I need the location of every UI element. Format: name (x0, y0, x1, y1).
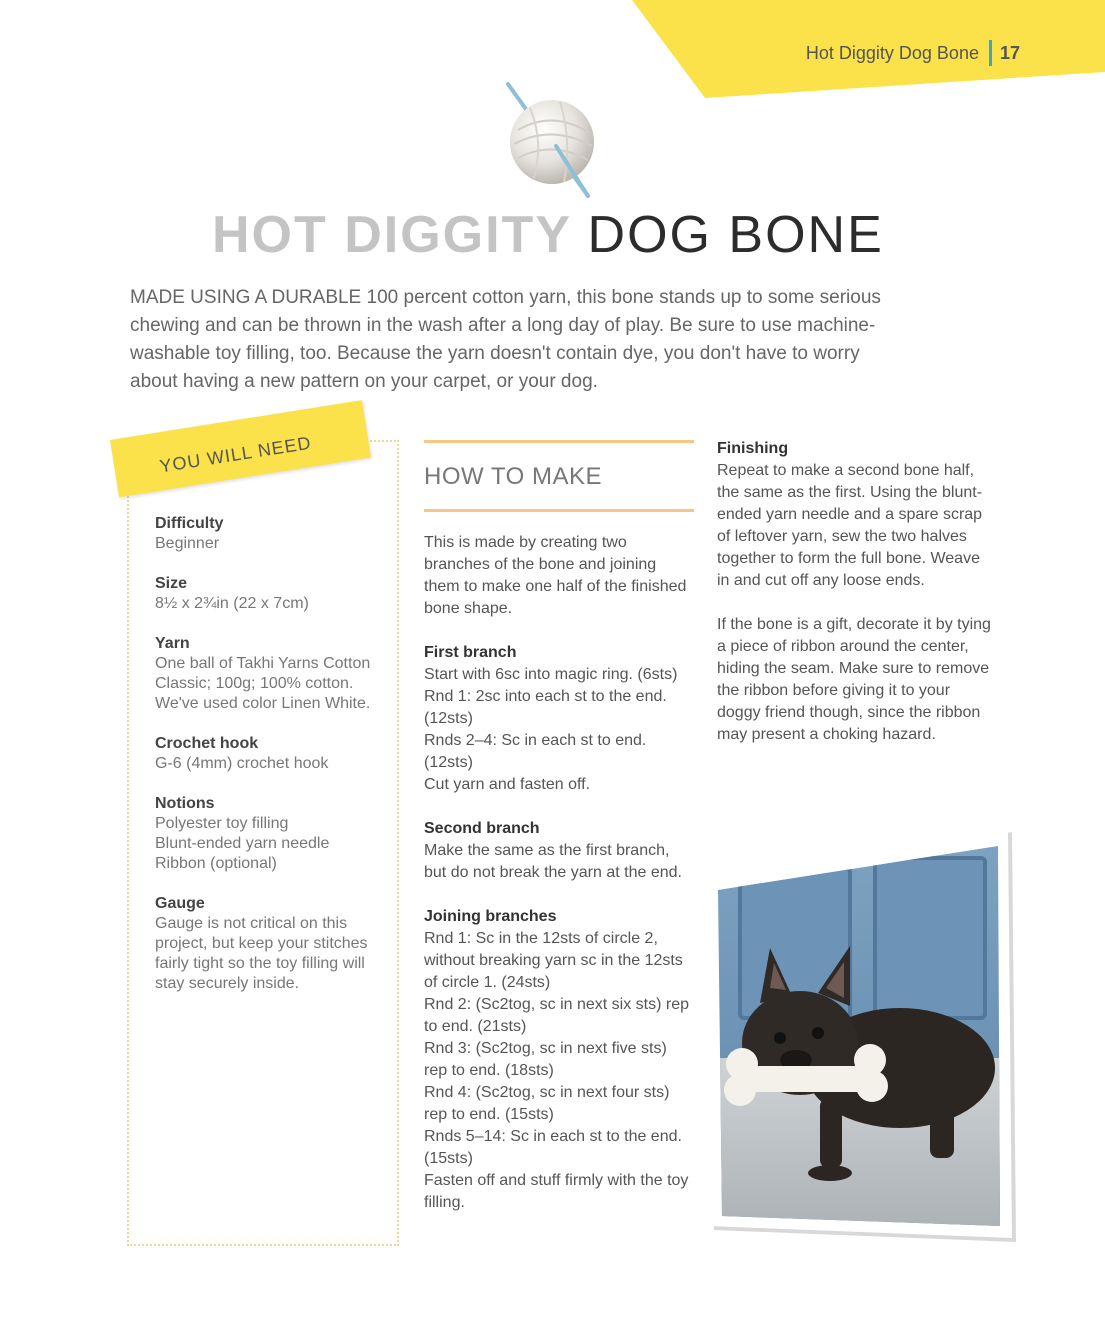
how-to-make-column (424, 440, 694, 1214)
first-branch-step: Rnds 2–4: Sc in each st to end. (12sts) (424, 732, 647, 771)
finishing-paragraph: Repeat to make a second bone half, the same as the first. Using the blunt-ended yarn needle and a spare scrap of leftover yarn, sew the two halves together to form the full bone. Weave in and cut off any loose ends. (717, 462, 983, 589)
materials-value: Beginner (155, 535, 220, 552)
finishing-column (717, 438, 992, 746)
materials-heading: Crochet hook (155, 735, 259, 752)
materials-value: Blunt-ended yarn needle (155, 835, 330, 852)
materials-value: Polyester toy filling (155, 815, 289, 832)
first-branch-step: Rnd 1: 2sc into each st to the end. (12sts) (424, 688, 667, 727)
title-dark: DOG BONE (587, 206, 884, 264)
joining-step: Rnd 2: (Sc2tog, sc in next six sts) rep to end. (21sts) (424, 996, 689, 1035)
materials-item-size (155, 574, 390, 614)
materials-heading: Difficulty (155, 515, 224, 532)
intro-text: percent cotton yarn, this bone stands up to some serious chewing and can be thrown in the wash after a long day of play. Be sure to use machine-washable toy filling, too. Because the yarn doesn't contain dye, you don't have to worry about having a new pattern on your carpet, or your dog. (130, 287, 881, 392)
materials-item-crochet-hook (155, 734, 390, 774)
materials-item-yarn (155, 634, 390, 714)
finishing-heading: Finishing (717, 440, 789, 457)
materials-value: G-6 (4mm) crochet hook (155, 755, 329, 772)
second-branch-step: Make the same as the first branch, but do not break the yarn at the end. (424, 842, 682, 881)
first-branch-heading: First branch (424, 644, 517, 661)
joining-branches-heading: Joining branches (424, 908, 557, 925)
materials-value: One ball of Takhi Yarns Cotton Classic; 100g; 100% cotton. We've used color Linen White. (155, 655, 371, 712)
materials-value: 8½ x 2¾in (22 x 7cm) (155, 595, 309, 612)
joining-step: Rnds 5–14: Sc in each st to the end. (15sts) (424, 1128, 682, 1167)
how-to-make-intro: This is made by creating two branches of the bone and joining them to make one half of the finished bone shape. (424, 534, 687, 617)
yarn-ball-with-hook-icon (500, 80, 610, 200)
first-branch-step: Cut yarn and fasten off. (424, 776, 591, 793)
you-will-need-label: YOU WILL NEED (158, 432, 313, 477)
materials-heading: Notions (155, 795, 215, 812)
intro-lead: MADE USING A DURABLE 100 (130, 287, 399, 308)
heading-rule-top (424, 440, 694, 443)
page-title (212, 205, 884, 265)
second-branch-heading: Second branch (424, 820, 540, 837)
materials-item-notions (155, 794, 390, 874)
materials-heading: Size (155, 575, 188, 592)
dog-with-bone-photo (700, 828, 1018, 1248)
page-number: 17 (999, 42, 1020, 63)
first-branch-step: Start with 6sc into magic ring. (6sts) (424, 666, 678, 683)
joining-step: Rnd 1: Sc in the 12sts of circle 2, without breaking yarn sc in the 12sts of circle 1. (24sts) (424, 930, 683, 991)
materials-heading: Gauge (155, 895, 205, 912)
how-to-make-heading: HOW TO MAKE (424, 463, 602, 490)
title-light: HOT DIGGITY (212, 206, 572, 264)
materials-value: Gauge is not critical on this project, but keep your stitches fairly tight so the toy filling will stay securely inside. (155, 915, 368, 992)
materials-item-gauge (155, 894, 390, 994)
dog-photo (700, 828, 1018, 1248)
intro-paragraph (130, 284, 910, 396)
materials-list (155, 514, 390, 1014)
running-head (806, 40, 1020, 66)
materials-heading: Yarn (155, 635, 190, 652)
materials-value: Ribbon (optional) (155, 855, 277, 872)
joining-step: Rnd 3: (Sc2tog, sc in next five sts) rep to end. (18sts) (424, 1040, 667, 1079)
joining-step: Fasten off and stuff firmly with the toy filling. (424, 1172, 689, 1211)
finishing-paragraph: If the bone is a gift, decorate it by tying a piece of ribbon around the center, hiding the seam. Make sure to remove the ribbon before giving it to your doggy friend though, since the ribbon may present a choking hazard. (717, 616, 991, 743)
running-title: Hot Diggity Dog Bone (805, 42, 979, 63)
joining-step: Rnd 4: (Sc2tog, sc in next four sts) rep to end. (15sts) (424, 1084, 670, 1123)
materials-item-difficulty (155, 514, 390, 554)
running-head-divider (989, 40, 992, 66)
